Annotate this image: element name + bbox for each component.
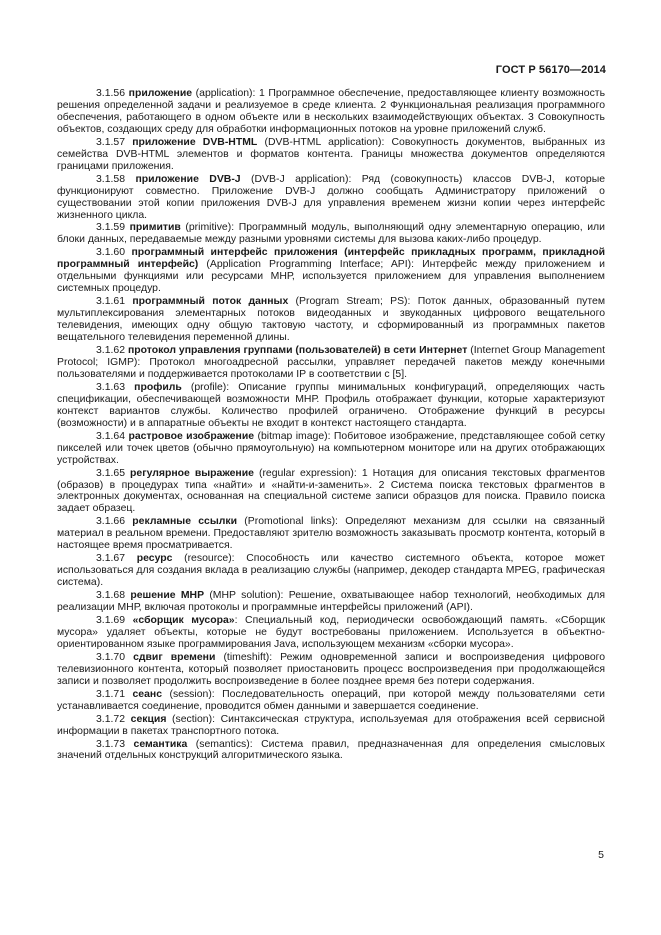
definition-text: (session): Последовательность операций, при которой между пользователями сети устанавливается соединение, проводится обмен данными и завершается соединение. bbox=[57, 688, 605, 712]
definition-number: 3.1.62 bbox=[96, 345, 126, 357]
definition-3-1-68 bbox=[57, 590, 605, 614]
definition-3-1-73 bbox=[57, 739, 605, 763]
definition-term: растровое изображение bbox=[128, 430, 255, 442]
definition-term: программный интерфейс приложения (интерфейс прикладных программ, прикладной программный интерфейс) bbox=[57, 247, 605, 271]
definition-text: (MHP solution): Решение, охватывающее набор технологий, необходимых для реализации МНР, включая протоколы и программные интерфейсы приложений (API). bbox=[57, 590, 605, 614]
definition-number: 3.1.67 bbox=[96, 553, 126, 565]
definition-text: (application): 1 Программное обеспечение, предоставляющее клиенту возможность решения определенной задачи и реализуемое в среде клиента. 2 Функциональная реализация программного обеспечения, работающего в одном объекте или в нескольких взаимодействующих объектах. 3 Совокупность объектов, создающих среду для обработки информационных потоков на уровне приложений служб. bbox=[57, 88, 606, 135]
definition-3-1-70 bbox=[57, 652, 605, 688]
definition-3-1-65 bbox=[57, 468, 605, 516]
definition-3-1-61 bbox=[57, 296, 605, 344]
definition-number: 3.1.69 bbox=[96, 614, 126, 626]
definition-number: 3.1.58 bbox=[96, 173, 126, 185]
definition-3-1-63 bbox=[57, 382, 605, 430]
definition-term: ресурс bbox=[136, 553, 173, 565]
definition-term: профиль bbox=[134, 381, 182, 393]
definition-term: сдвиг времени bbox=[133, 651, 216, 663]
definition-text: (regular expression): 1 Нотация для описания текстовых фрагментов (образов) в процедурах типа «найти» и «найти-и-заменить». 2 Система поиска текстовых фрагментов в электронных документах, основанная на специальной системе записи образцов для поиска. Правило поиска задает образец. bbox=[57, 467, 605, 515]
definition-3-1-72 bbox=[57, 714, 605, 738]
definition-number: 3.1.57 bbox=[96, 136, 126, 148]
definition-text: (Program Stream; PS): Поток данных, образованный путем мультиплексирования элементарных потоков видеоданных и звукоданных цифрового вещательного телевидения, имеющих одну общую тактовую частоту, и сформированный из программных пакетов вещательного телевидения переменной длины. bbox=[57, 296, 606, 344]
document-header: ГОСТ Р 56170—2014 bbox=[495, 64, 606, 76]
definition-text: (timeshift): Режим одновременной записи и воспроизведения цифрового телевизионного контента, который позволяет приостановить процесс воспроизведения при продолжающейся записи и позволяет продолжить воспроизведение в более позднее время без потери содержания. bbox=[57, 651, 606, 687]
definition-3-1-56 bbox=[57, 88, 605, 136]
definition-number: 3.1.70 bbox=[96, 651, 126, 663]
definition-term: приложение DVB-J bbox=[135, 173, 241, 185]
definition-3-1-58 bbox=[57, 174, 605, 222]
definition-3-1-57 bbox=[57, 137, 605, 173]
definition-3-1-69 bbox=[57, 615, 605, 651]
definition-text: (DVB-J application): Ряд (совокупность) классов DVB-J, которые функционируют совместно. Приложение DVB-J должно сообщать Администратору приложений о существовании этой копии приложения DVB-J для управления временем жизни копии через интерфейс жизненного цикла. bbox=[57, 173, 606, 221]
definition-text: (Promotional links): Определяют механизм для ссылки на связанный материал в реальном времени. Предоставляют зрителю возможность заказывать просмотр контента, который в настоящее время просматривается. bbox=[57, 516, 605, 552]
definition-text: (profile): Описание группы минимальных конфигураций, определяющих часть спецификации, обеспечивающей возможности МНР. Профиль отображает функции, которые характеризуют контекст вариантов службы. Количество профилей ограничено. Отображение функций в ресурсы (возможности) и в аппаратные объекты не входит в контекст настоящего стандарта. bbox=[57, 381, 605, 429]
definition-text: (primitive): Программный модуль, выполняющий одну элементарную операцию, или блоки данных, передаваемые между разными уровнями системы для вызова каких-либо процедур. bbox=[57, 222, 605, 246]
definition-3-1-60 bbox=[57, 247, 605, 295]
definition-term: секция bbox=[130, 713, 167, 725]
definition-3-1-62 bbox=[57, 345, 605, 381]
definition-3-1-67 bbox=[57, 553, 605, 589]
definition-3-1-66 bbox=[57, 516, 605, 552]
definition-number: 3.1.63 bbox=[96, 381, 126, 393]
definition-number: 3.1.72 bbox=[96, 713, 126, 725]
definition-number: 3.1.65 bbox=[96, 467, 126, 479]
definition-number: 3.1.60 bbox=[96, 247, 126, 259]
definition-number: 3.1.71 bbox=[96, 688, 126, 700]
definition-term: регулярное выражение bbox=[130, 467, 254, 479]
definition-text: (Application Programming Interface; API): Интерфейс между приложением и отдельными функциями или ресурсами МНР, используется приложением для управления выполнением системных процедур. bbox=[57, 259, 605, 295]
definition-text: (bitmap image): Побитовое изображение, представляющее собой сетку пикселей или точек цветов (обычно прямоугольную) на компьютерном мониторе или на других отображающих устройствах. bbox=[57, 430, 605, 466]
definition-term: приложение DVB-HTML bbox=[132, 136, 258, 148]
definition-3-1-59 bbox=[57, 222, 605, 246]
definition-number: 3.1.68 bbox=[96, 590, 126, 602]
definition-number: 3.1.66 bbox=[96, 516, 126, 528]
definition-number: 3.1.73 bbox=[96, 738, 126, 750]
definition-text: (Internet Group Management Protocol; IGMP): Протокол многоадресной рассылки, управляет передачей пакетов между конечными пользователями и поддерживается протоколами IP в соответствии с [5]. bbox=[57, 345, 605, 380]
definition-3-1-71 bbox=[57, 689, 605, 713]
definition-term: семантика bbox=[133, 738, 188, 750]
definitions-list bbox=[57, 88, 605, 763]
definition-text: (resource): Способность или качество системного объекта, которое может использоваться для создания вклада в реализацию службы (например, декодер стандарта MPEG, графическая система). bbox=[57, 553, 605, 589]
definition-text: (semantics): Система правил, предназначенная для определения смысловых значений отдельных конструкций алгоритмического языка. bbox=[57, 738, 606, 762]
definition-3-1-64 bbox=[57, 431, 605, 467]
definition-term: протокол управления группами (пользователей) в сети Интернет bbox=[127, 345, 468, 357]
definition-term: примитив bbox=[129, 222, 181, 234]
page-number: 5 bbox=[598, 849, 604, 861]
definition-number: 3.1.56 bbox=[96, 88, 126, 99]
definition-term: рекламные ссылки bbox=[132, 516, 238, 528]
definition-term: «сборщик мусора» bbox=[132, 614, 235, 626]
definition-text: (section): Синтаксическая структура, используемая для отображения всей сервисной информации в пакетах транспортного потока. bbox=[57, 713, 606, 737]
definition-term: решение МНР bbox=[130, 590, 205, 602]
definition-number: 3.1.59 bbox=[96, 222, 126, 234]
definition-text: : Специальный код, периодически освобождающий память. «Сборщик мусора» удаляет объекты, которые не будут востребованы приложением. Используется в объектно-ориентированном языке программирования Java, использующем механизм «сборки мусора». bbox=[57, 614, 606, 650]
definition-term: сеанс bbox=[132, 688, 163, 700]
definition-number: 3.1.64 bbox=[96, 430, 126, 442]
definition-term: программный поток данных bbox=[132, 296, 289, 308]
definition-text: (DVB-HTML application): Совокупность документов, выбранных из семейства DVB-HTML элементов и форматов контента. Границы множества документов определяются границами приложения. bbox=[57, 136, 605, 172]
definition-number: 3.1.61 bbox=[96, 296, 126, 308]
definition-term: приложение bbox=[128, 88, 193, 99]
